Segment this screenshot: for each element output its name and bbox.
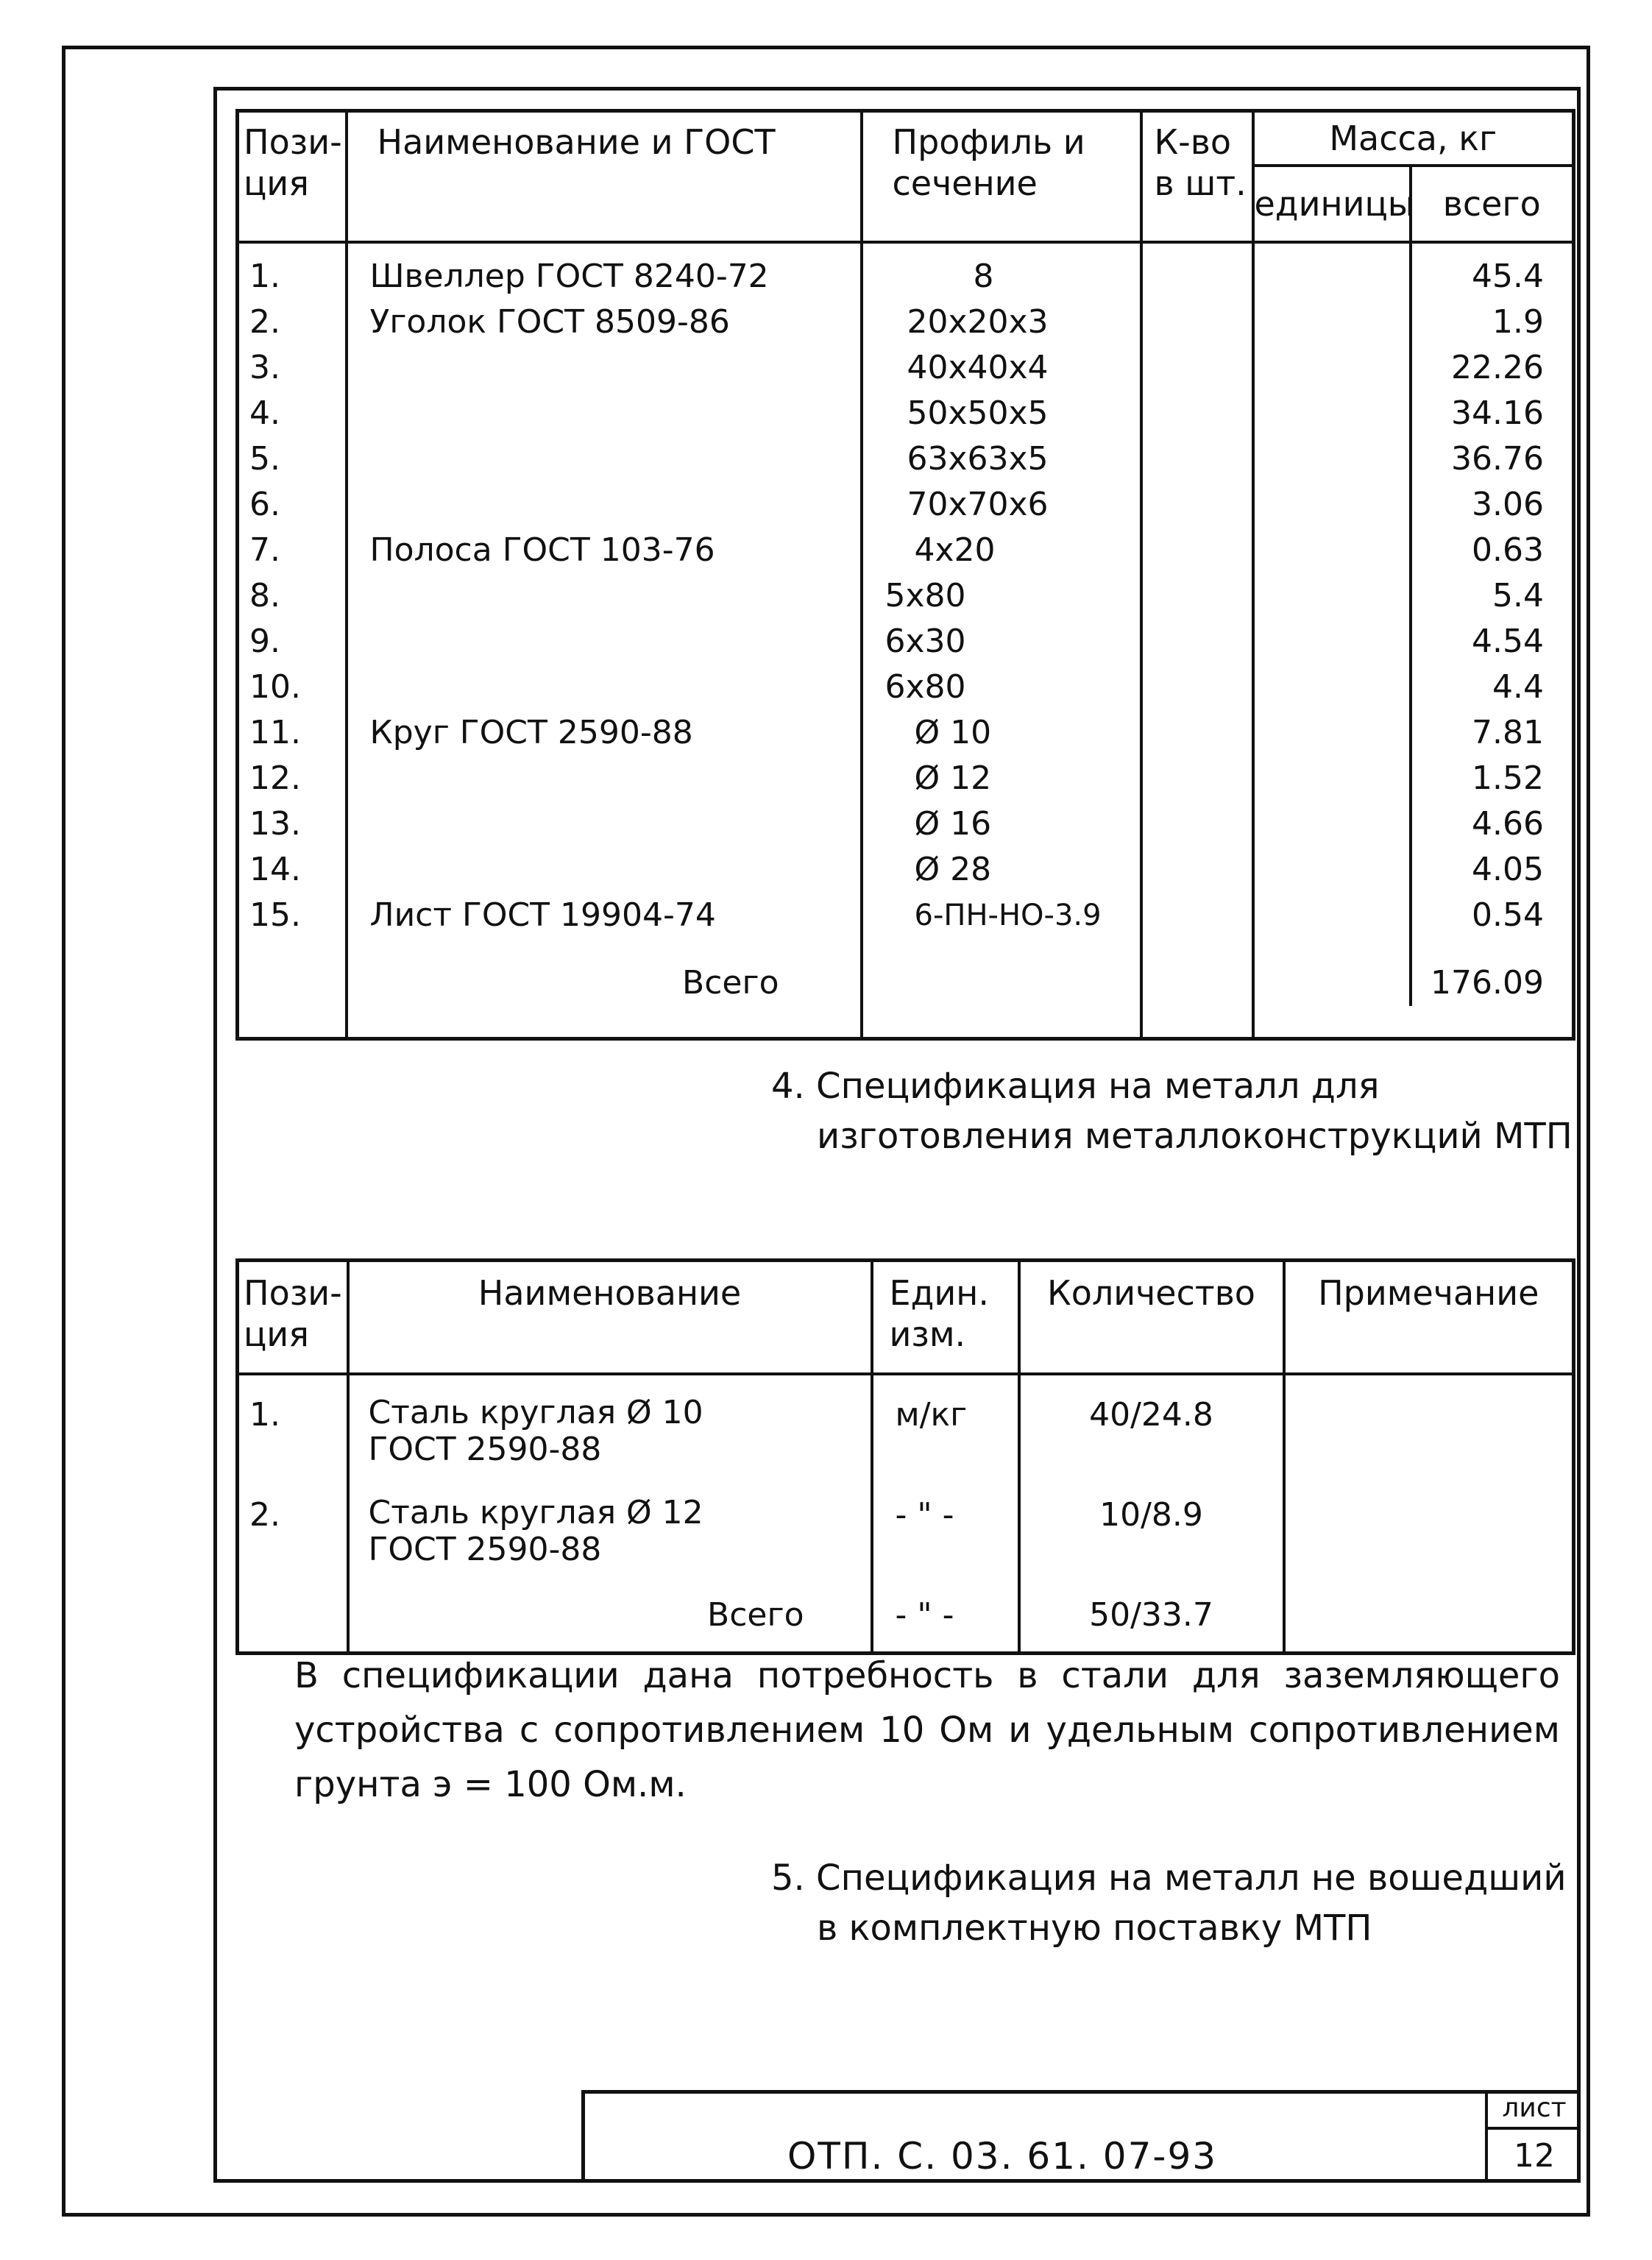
- list-item: 4.05: [1472, 851, 1544, 888]
- table-row-pos: 2.: [249, 1495, 280, 1534]
- list-item: Ø 28: [914, 851, 992, 888]
- list-item: [370, 391, 860, 436]
- list-item: Уголок ГОСТ 8509-86: [369, 303, 730, 341]
- list-item: 1.52: [1472, 759, 1544, 797]
- table-row-quantity: 40/24.8: [1089, 1395, 1213, 1434]
- list-item: 6-ПН-НО-3.9: [914, 899, 1102, 932]
- list-item: Ø 12: [914, 759, 992, 797]
- list-item: 34.16: [1451, 394, 1544, 432]
- list-item: 6x80: [885, 668, 966, 706]
- metal-spec-table: [235, 109, 1575, 1041]
- steel-spec-table: [235, 1258, 1575, 1655]
- sheet-label: лист: [1488, 2090, 1581, 2130]
- list-item: 11.: [249, 714, 301, 751]
- table-row-quantity: 10/8.9: [1099, 1495, 1203, 1534]
- list-item: [370, 756, 860, 801]
- list-item: [370, 436, 860, 482]
- name-column: [348, 254, 860, 1006]
- list-item: 63x63x5: [907, 440, 1049, 478]
- table-row-pos: 1.: [249, 1395, 280, 1434]
- sheet-number: 12: [1514, 2137, 1555, 2175]
- header-mass-total: всего: [1442, 184, 1541, 224]
- list-item: 5.: [249, 440, 280, 478]
- table-row-name: ГОСТ 2590-88: [368, 1530, 602, 1568]
- table-row-unit: - " -: [895, 1495, 954, 1534]
- table-row-name: ГОСТ 2590-88: [368, 1430, 602, 1468]
- list-item: Лист ГОСТ 19904-74: [369, 896, 716, 934]
- list-item: [370, 482, 860, 528]
- list-item: 1.: [249, 258, 280, 295]
- list-item: Полоса ГОСТ 103-76: [369, 531, 715, 569]
- list-item: 8: [973, 258, 994, 295]
- table-row-name: Сталь круглая Ø 12: [368, 1493, 703, 1531]
- list-item: 5.4: [1492, 577, 1544, 614]
- list-item: 50x50x5: [907, 394, 1049, 432]
- list-item: 13.: [249, 805, 301, 843]
- list-item: 12.: [249, 759, 301, 797]
- list-item: 6.: [249, 486, 280, 523]
- document-code: ОТП. С. 03. 61. 07-93: [787, 2135, 1218, 2178]
- list-item: 0.54: [1472, 896, 1544, 934]
- list-item: Круг ГОСТ 2590-88: [369, 714, 693, 751]
- list-item: 40x40x4: [907, 349, 1049, 386]
- list-item: 22.26: [1451, 349, 1544, 386]
- profile-column: [863, 254, 1140, 938]
- list-item: 5x80: [885, 577, 966, 614]
- list-item: 4x20: [914, 531, 996, 569]
- table-row-unit: м/кг: [895, 1395, 968, 1434]
- list-item: 15.: [249, 896, 301, 934]
- list-item: 10.: [249, 668, 301, 706]
- list-item: 45.4: [1472, 258, 1544, 295]
- list-item: 3.: [249, 349, 280, 386]
- list-item: 0.63: [1472, 531, 1544, 569]
- header-profile: Профиль и сечение: [862, 111, 1141, 243]
- header-name: Наименование: [348, 1261, 872, 1374]
- header-position: Пози- ция: [238, 1261, 348, 1374]
- list-item: 4.66: [1472, 805, 1544, 843]
- list-item: 6x30: [885, 623, 966, 660]
- list-item: Ø 16: [914, 805, 992, 843]
- list-item: 4.54: [1472, 623, 1544, 660]
- table-row-name: Сталь круглая Ø 10: [368, 1393, 703, 1431]
- header-mass-unit: единицы: [1255, 167, 1412, 241]
- header-position: Пози- ция: [238, 111, 347, 243]
- list-item: 1.9: [1492, 303, 1544, 341]
- list-item: 2.: [249, 303, 280, 341]
- total-quantity: 50/33.7: [1089, 1595, 1213, 1634]
- sheet-box: [1485, 2090, 1581, 2183]
- list-item: [370, 665, 860, 710]
- caption-4-line-1: 4. Спецификация на металл для: [771, 1066, 1380, 1107]
- mass-total-column: [1412, 254, 1573, 1006]
- header-quantity: Количество: [1019, 1261, 1284, 1374]
- list-item: [370, 619, 860, 665]
- header-unit: Един. изм.: [872, 1261, 1019, 1374]
- list-item: [370, 801, 860, 847]
- list-item: [370, 847, 860, 893]
- list-item: 70x70x6: [907, 486, 1049, 523]
- caption-4-line-2: изготовления металлоконструкций МТП: [817, 1116, 1573, 1157]
- list-item: 20x20x3: [907, 303, 1049, 341]
- caption-5-line-1: 5. Спецификация на металл не вошедший: [771, 1857, 1567, 1899]
- list-item: Ø 10: [914, 714, 992, 751]
- list-item: [370, 345, 860, 391]
- header-mass: [1253, 111, 1574, 243]
- grand-total: 176.09: [1431, 964, 1544, 1002]
- list-item: 7.81: [1472, 714, 1544, 751]
- list-item: 3.06: [1472, 486, 1544, 523]
- header-qty: К-во в шт.: [1141, 111, 1253, 243]
- total-label: Всего: [707, 1595, 804, 1634]
- total-label: Всего: [682, 964, 779, 1002]
- total-unit: - " -: [895, 1595, 954, 1634]
- list-item: [370, 573, 860, 619]
- list-item: Швеллер ГОСТ 8240-72: [369, 258, 769, 295]
- header-mass-title: Масса, кг: [1255, 113, 1573, 167]
- list-item: 4.: [249, 394, 280, 432]
- list-item: 14.: [249, 851, 301, 888]
- list-item: 9.: [249, 623, 280, 660]
- caption-5-line-2: в комплектную поставку МТП: [817, 1907, 1372, 1949]
- header-note: Примечание: [1284, 1261, 1574, 1374]
- position-column: [239, 254, 345, 938]
- list-item: 4.4: [1492, 668, 1544, 706]
- list-item: 36.76: [1451, 440, 1544, 478]
- note-paragraph: В спецификации дана потребность в стали для заземляющего устройства с сопротивлением 10 Ом и удельным сопротивлением грунта э = 100 Ом.м.: [294, 1655, 1560, 1805]
- list-item: 7.: [249, 531, 280, 569]
- header-name: Наименование и ГОСТ: [347, 111, 862, 243]
- list-item: 8.: [249, 577, 280, 614]
